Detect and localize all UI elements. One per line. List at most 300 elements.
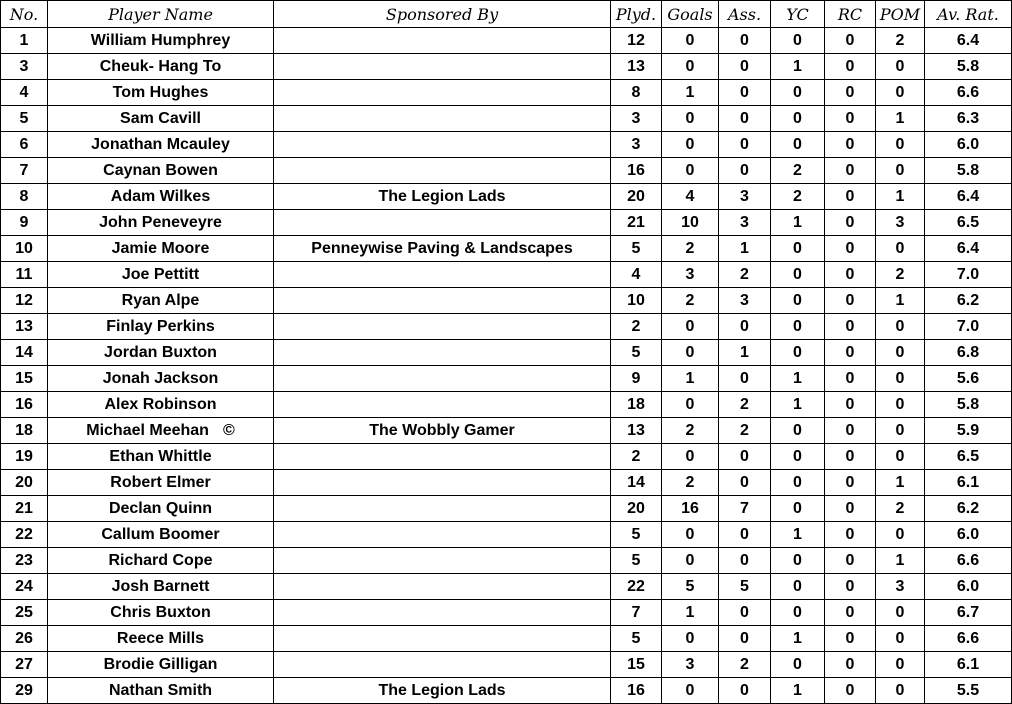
cell-average-rating-text: 7.0 [956,318,980,335]
cell-average-rating-text: 6.4 [956,32,980,49]
cell-sponsor [274,184,611,210]
cell-player-of-match [876,626,925,652]
cell-red-cards [825,652,876,678]
cell-number [1,496,48,522]
cell-played [611,574,662,600]
cell-player-of-match-text: 2 [895,266,905,283]
cell-player-of-match-text: 0 [895,84,905,101]
cell-player-name [48,28,274,54]
cell-yellow-cards-text: 0 [793,136,802,153]
cell-yellow-cards-text: 1 [793,682,802,699]
cell-assists [719,470,771,496]
cell-yellow-cards [771,340,825,366]
cell-average-rating-text: 6.2 [956,500,980,517]
cell-number-text: 27 [15,656,33,673]
cell-played [611,626,662,652]
cell-goals-text: 2 [685,422,695,439]
cell-player-name-text: Tom Hughes [112,84,209,101]
cell-played-text: 21 [627,214,645,231]
cell-player-name [48,600,274,626]
cell-assists-text: 0 [740,84,749,101]
cell-assists-text: 2 [740,396,749,413]
cell-played [611,340,662,366]
cell-goals-text: 2 [685,474,695,491]
cell-sponsor [274,132,611,158]
cell-player-name [48,158,274,184]
cell-player-name [48,548,274,574]
cell-assists [719,652,771,678]
cell-player-name-text: Jordan Buxton [104,344,217,361]
cell-number [1,236,48,262]
table-row [1,210,1012,236]
cell-average-rating-text: 6.1 [956,656,980,673]
cell-yellow-cards-text: 0 [793,474,802,491]
cell-average-rating-text: 5.8 [956,396,980,413]
cell-goals-text: 0 [685,318,695,335]
cell-number-text: 19 [15,448,33,465]
cell-yellow-cards [771,184,825,210]
cell-player-of-match [876,288,925,314]
cell-goals [662,444,719,470]
cell-number [1,574,48,600]
cell-player-of-match [876,210,925,236]
cell-goals [662,106,719,132]
cell-played-text: 5 [631,240,641,257]
cell-goals [662,80,719,106]
cell-player-of-match-text: 3 [895,214,905,231]
cell-yellow-cards-text: 0 [793,318,802,335]
cell-player-of-match-text: 0 [895,136,905,153]
cell-red-cards-text: 0 [845,422,855,439]
cell-player-name [48,262,274,288]
cell-assists [719,158,771,184]
cell-player-name [48,418,274,444]
cell-average-rating-text: 6.3 [956,110,980,127]
cell-yellow-cards-text: 0 [793,448,802,465]
cell-player-of-match [876,496,925,522]
cell-average-rating [925,522,1012,548]
cell-assists-text: 2 [740,266,749,283]
cell-sponsor [274,80,611,106]
table-row [1,522,1012,548]
cell-yellow-cards [771,470,825,496]
cell-player-name-text: Michael Meehan [86,422,209,439]
cell-red-cards-text: 0 [845,656,855,673]
cell-yellow-cards-text: 1 [793,396,802,413]
cell-number [1,54,48,80]
cell-assists [719,54,771,80]
cell-yellow-cards [771,626,825,652]
cell-red-cards [825,574,876,600]
cell-number-text: 14 [15,344,33,361]
cell-average-rating-text: 6.4 [956,240,980,257]
cell-played [611,496,662,522]
cell-yellow-cards-text: 0 [793,578,802,595]
cell-played [611,470,662,496]
cell-played-text: 14 [627,474,645,491]
cell-red-cards [825,106,876,132]
cell-player-name-text: Reece Mills [116,630,205,647]
cell-played-text: 20 [627,500,645,517]
cell-goals-text: 10 [681,214,699,231]
cell-played [611,236,662,262]
cell-player-of-match-text: 1 [895,188,905,205]
cell-yellow-cards [771,158,825,184]
cell-player-of-match [876,366,925,392]
cell-player-name [48,522,274,548]
cell-yellow-cards [771,574,825,600]
cell-number-text: 4 [19,84,29,101]
cell-red-cards [825,132,876,158]
cell-played-text: 5 [631,344,641,361]
cell-sponsor [274,28,611,54]
cell-player-name [48,678,274,704]
cell-goals-text: 0 [685,526,695,543]
cell-played [611,54,662,80]
table-row [1,80,1012,106]
cell-player-name [48,54,274,80]
cell-played-text: 5 [631,630,641,647]
cell-sponsor [274,626,611,652]
cell-number [1,522,48,548]
cell-player-name-text: Brodie Gilligan [103,656,218,673]
cell-sponsor-text: The Wobbly Gamer [369,422,515,439]
cell-goals [662,678,719,704]
cell-red-cards-text: 0 [845,318,855,335]
cell-yellow-cards-text: 0 [793,604,802,621]
cell-player-of-match [876,106,925,132]
cell-goals-text: 0 [685,32,695,49]
cell-player-name-text: Ryan Alpe [121,292,200,309]
cell-player-of-match [876,340,925,366]
cell-red-cards-text: 0 [845,344,855,361]
cell-goals [662,548,719,574]
cell-yellow-cards-text: 1 [793,58,802,75]
cell-assists-text: 0 [740,162,749,179]
cell-average-rating-text: 6.6 [956,552,980,569]
cell-played-text: 9 [631,370,641,387]
cell-sponsor [274,288,611,314]
cell-yellow-cards [771,80,825,106]
cell-number-text: 24 [15,578,33,595]
cell-player-name [48,80,274,106]
cell-sponsor-text: The Legion Lads [378,188,506,205]
cell-red-cards-text: 0 [845,32,855,49]
cell-red-cards [825,236,876,262]
cell-played [611,522,662,548]
cell-player-of-match [876,54,925,80]
cell-average-rating-text: 6.0 [956,578,980,595]
cell-average-rating-text: 6.8 [956,344,980,361]
cell-player-name [48,496,274,522]
cell-red-cards [825,600,876,626]
cell-sponsor [274,314,611,340]
cell-yellow-cards-text: 2 [793,162,802,179]
captain-mark: © [222,422,235,439]
cell-average-rating [925,366,1012,392]
cell-sponsor [274,158,611,184]
cell-number [1,314,48,340]
cell-yellow-cards-text: 0 [793,32,802,49]
cell-played-text: 4 [631,266,641,283]
cell-player-of-match [876,574,925,600]
cell-assists-text: 0 [740,630,749,647]
cell-played [611,418,662,444]
cell-yellow-cards-text: 0 [793,240,802,257]
cell-played-text: 2 [631,448,641,465]
cell-yellow-cards-text: 0 [793,84,802,101]
table-row [1,54,1012,80]
header-yellow-cards: YC [771,1,825,28]
cell-average-rating [925,418,1012,444]
cell-player-name-text: Nathan Smith [108,682,213,699]
cell-sponsor [274,418,611,444]
cell-player-name-text: Finlay Perkins [106,318,215,335]
cell-yellow-cards-text: 0 [793,500,802,517]
cell-average-rating [925,678,1012,704]
cell-average-rating [925,314,1012,340]
cell-played [611,314,662,340]
table-row [1,626,1012,652]
table-row [1,600,1012,626]
cell-assists-text: 0 [740,526,749,543]
cell-yellow-cards [771,132,825,158]
cell-average-rating-text: 6.7 [956,604,980,621]
cell-played [611,548,662,574]
cell-average-rating-text: 6.2 [956,292,980,309]
cell-player-of-match-text: 1 [895,110,905,127]
cell-number-text: 15 [15,370,33,387]
cell-played [611,288,662,314]
cell-assists-text: 0 [740,474,749,491]
cell-assists-text: 3 [740,188,749,205]
cell-average-rating-text: 6.5 [956,214,980,231]
cell-assists-text: 0 [740,604,749,621]
cell-goals-text: 1 [685,84,695,101]
cell-goals-text: 2 [685,292,695,309]
table-row [1,288,1012,314]
cell-played-text: 13 [627,58,645,75]
cell-number [1,548,48,574]
cell-red-cards-text: 0 [845,110,855,127]
table-row [1,158,1012,184]
header-sponsored-by: Sponsored By [274,1,611,28]
header-goals: Goals [662,1,719,28]
cell-yellow-cards-text: 2 [793,188,802,205]
cell-sponsor-text: The Legion Lads [378,682,506,699]
cell-red-cards-text: 0 [845,188,855,205]
cell-assists-text: 7 [740,500,749,517]
cell-player-of-match [876,444,925,470]
cell-played [611,678,662,704]
cell-assists-text: 0 [740,318,749,335]
cell-player-name-text: Sam Cavill [120,110,201,127]
cell-red-cards [825,496,876,522]
cell-number [1,340,48,366]
table-row [1,132,1012,158]
header-row [1,1,1012,28]
cell-sponsor [274,340,611,366]
cell-goals-text: 0 [685,58,695,75]
cell-yellow-cards [771,392,825,418]
cell-number-text: 22 [15,526,33,543]
cell-assists [719,184,771,210]
cell-number-text: 6 [19,136,29,153]
cell-average-rating [925,600,1012,626]
cell-player-name [48,470,274,496]
cell-player-of-match [876,236,925,262]
cell-number [1,132,48,158]
cell-average-rating-text: 5.9 [956,422,980,439]
cell-player-of-match-text: 0 [895,682,905,699]
cell-yellow-cards-text: 1 [793,526,802,543]
cell-player-name-text: Robert Elmer [110,474,211,491]
cell-red-cards-text: 0 [845,370,855,387]
cell-assists [719,366,771,392]
header-no: No. [1,1,48,28]
cell-red-cards-text: 0 [845,240,855,257]
cell-number-text: 29 [15,682,33,699]
cell-assists-text: 1 [740,240,749,257]
cell-player-of-match [876,392,925,418]
cell-average-rating-text: 6.5 [956,448,980,465]
cell-player-of-match-text: 2 [895,32,905,49]
cell-yellow-cards [771,288,825,314]
cell-yellow-cards [771,366,825,392]
cell-number [1,106,48,132]
cell-average-rating [925,28,1012,54]
cell-red-cards-text: 0 [845,474,855,491]
cell-red-cards-text: 0 [845,396,855,413]
header-player-of-match: POM [876,1,925,28]
cell-played [611,366,662,392]
cell-goals-text: 0 [685,448,695,465]
cell-sponsor [274,54,611,80]
cell-player-of-match-text: 0 [895,162,905,179]
cell-number [1,262,48,288]
cell-red-cards [825,444,876,470]
cell-played-text: 16 [627,682,645,699]
cell-goals-text: 2 [685,240,695,257]
cell-yellow-cards [771,600,825,626]
cell-player-name-text: Ethan Whittle [109,448,212,465]
cell-goals [662,652,719,678]
cell-played-text: 2 [631,318,641,335]
cell-average-rating-text: 6.1 [956,474,980,491]
cell-assists [719,132,771,158]
cell-average-rating-text: 5.8 [956,162,980,179]
cell-average-rating [925,548,1012,574]
cell-goals-text: 0 [685,552,695,569]
table-row [1,340,1012,366]
cell-assists [719,210,771,236]
table-row [1,652,1012,678]
cell-red-cards-text: 0 [845,162,855,179]
cell-average-rating [925,236,1012,262]
cell-number-text: 12 [15,292,33,309]
cell-goals-text: 0 [685,110,695,127]
cell-assists-text: 0 [740,370,749,387]
cell-player-name-text: Jamie Moore [111,240,210,257]
cell-player-name-text: John Peneveyre [99,214,222,231]
cell-sponsor [274,574,611,600]
cell-player-name-text: Richard Cope [108,552,213,569]
cell-player-of-match [876,28,925,54]
cell-player-of-match [876,132,925,158]
cell-assists [719,314,771,340]
cell-red-cards-text: 0 [845,292,855,309]
cell-player-of-match-text: 0 [895,630,905,647]
cell-player-of-match [876,652,925,678]
cell-yellow-cards-text: 0 [793,266,802,283]
cell-played-text: 22 [627,578,645,595]
cell-yellow-cards [771,210,825,236]
cell-player-of-match [876,470,925,496]
cell-number [1,288,48,314]
cell-number [1,392,48,418]
cell-sponsor [274,548,611,574]
cell-average-rating [925,54,1012,80]
cell-goals-text: 3 [685,656,695,673]
cell-average-rating-text: 5.5 [956,682,980,699]
cell-sponsor-text: Penneywise Paving & Landscapes [311,240,573,257]
cell-player-of-match [876,184,925,210]
cell-player-name [48,236,274,262]
cell-goals [662,366,719,392]
cell-goals [662,470,719,496]
cell-player-name [48,288,274,314]
cell-player-name [48,366,274,392]
cell-goals-text: 5 [685,578,695,595]
cell-red-cards-text: 0 [845,84,855,101]
cell-number-text: 11 [15,266,33,283]
table-row [1,106,1012,132]
cell-player-of-match-text: 0 [895,422,905,439]
cell-red-cards [825,262,876,288]
cell-goals [662,54,719,80]
cell-goals [662,314,719,340]
cell-number [1,80,48,106]
cell-number-text: 21 [15,500,33,517]
cell-red-cards [825,470,876,496]
cell-sponsor [274,652,611,678]
cell-goals [662,418,719,444]
cell-assists-text: 0 [740,32,749,49]
cell-assists-text: 3 [740,292,749,309]
cell-assists-text: 0 [740,552,749,569]
cell-player-of-match [876,314,925,340]
cell-average-rating-text: 5.8 [956,58,980,75]
header-played: Plyd. [611,1,662,28]
table-row [1,262,1012,288]
cell-red-cards [825,80,876,106]
cell-yellow-cards [771,236,825,262]
header-assists: Ass. [719,1,771,28]
cell-goals [662,158,719,184]
cell-sponsor [274,496,611,522]
cell-played [611,600,662,626]
cell-yellow-cards [771,548,825,574]
cell-player-of-match-text: 3 [895,578,905,595]
cell-average-rating-text: 6.0 [956,526,980,543]
cell-average-rating-text: 5.6 [956,370,980,387]
cell-yellow-cards-text: 0 [793,292,802,309]
cell-player-name-text: Jonah Jackson [102,370,219,387]
cell-red-cards-text: 0 [845,552,855,569]
cell-played [611,28,662,54]
cell-goals [662,626,719,652]
cell-red-cards-text: 0 [845,604,855,621]
